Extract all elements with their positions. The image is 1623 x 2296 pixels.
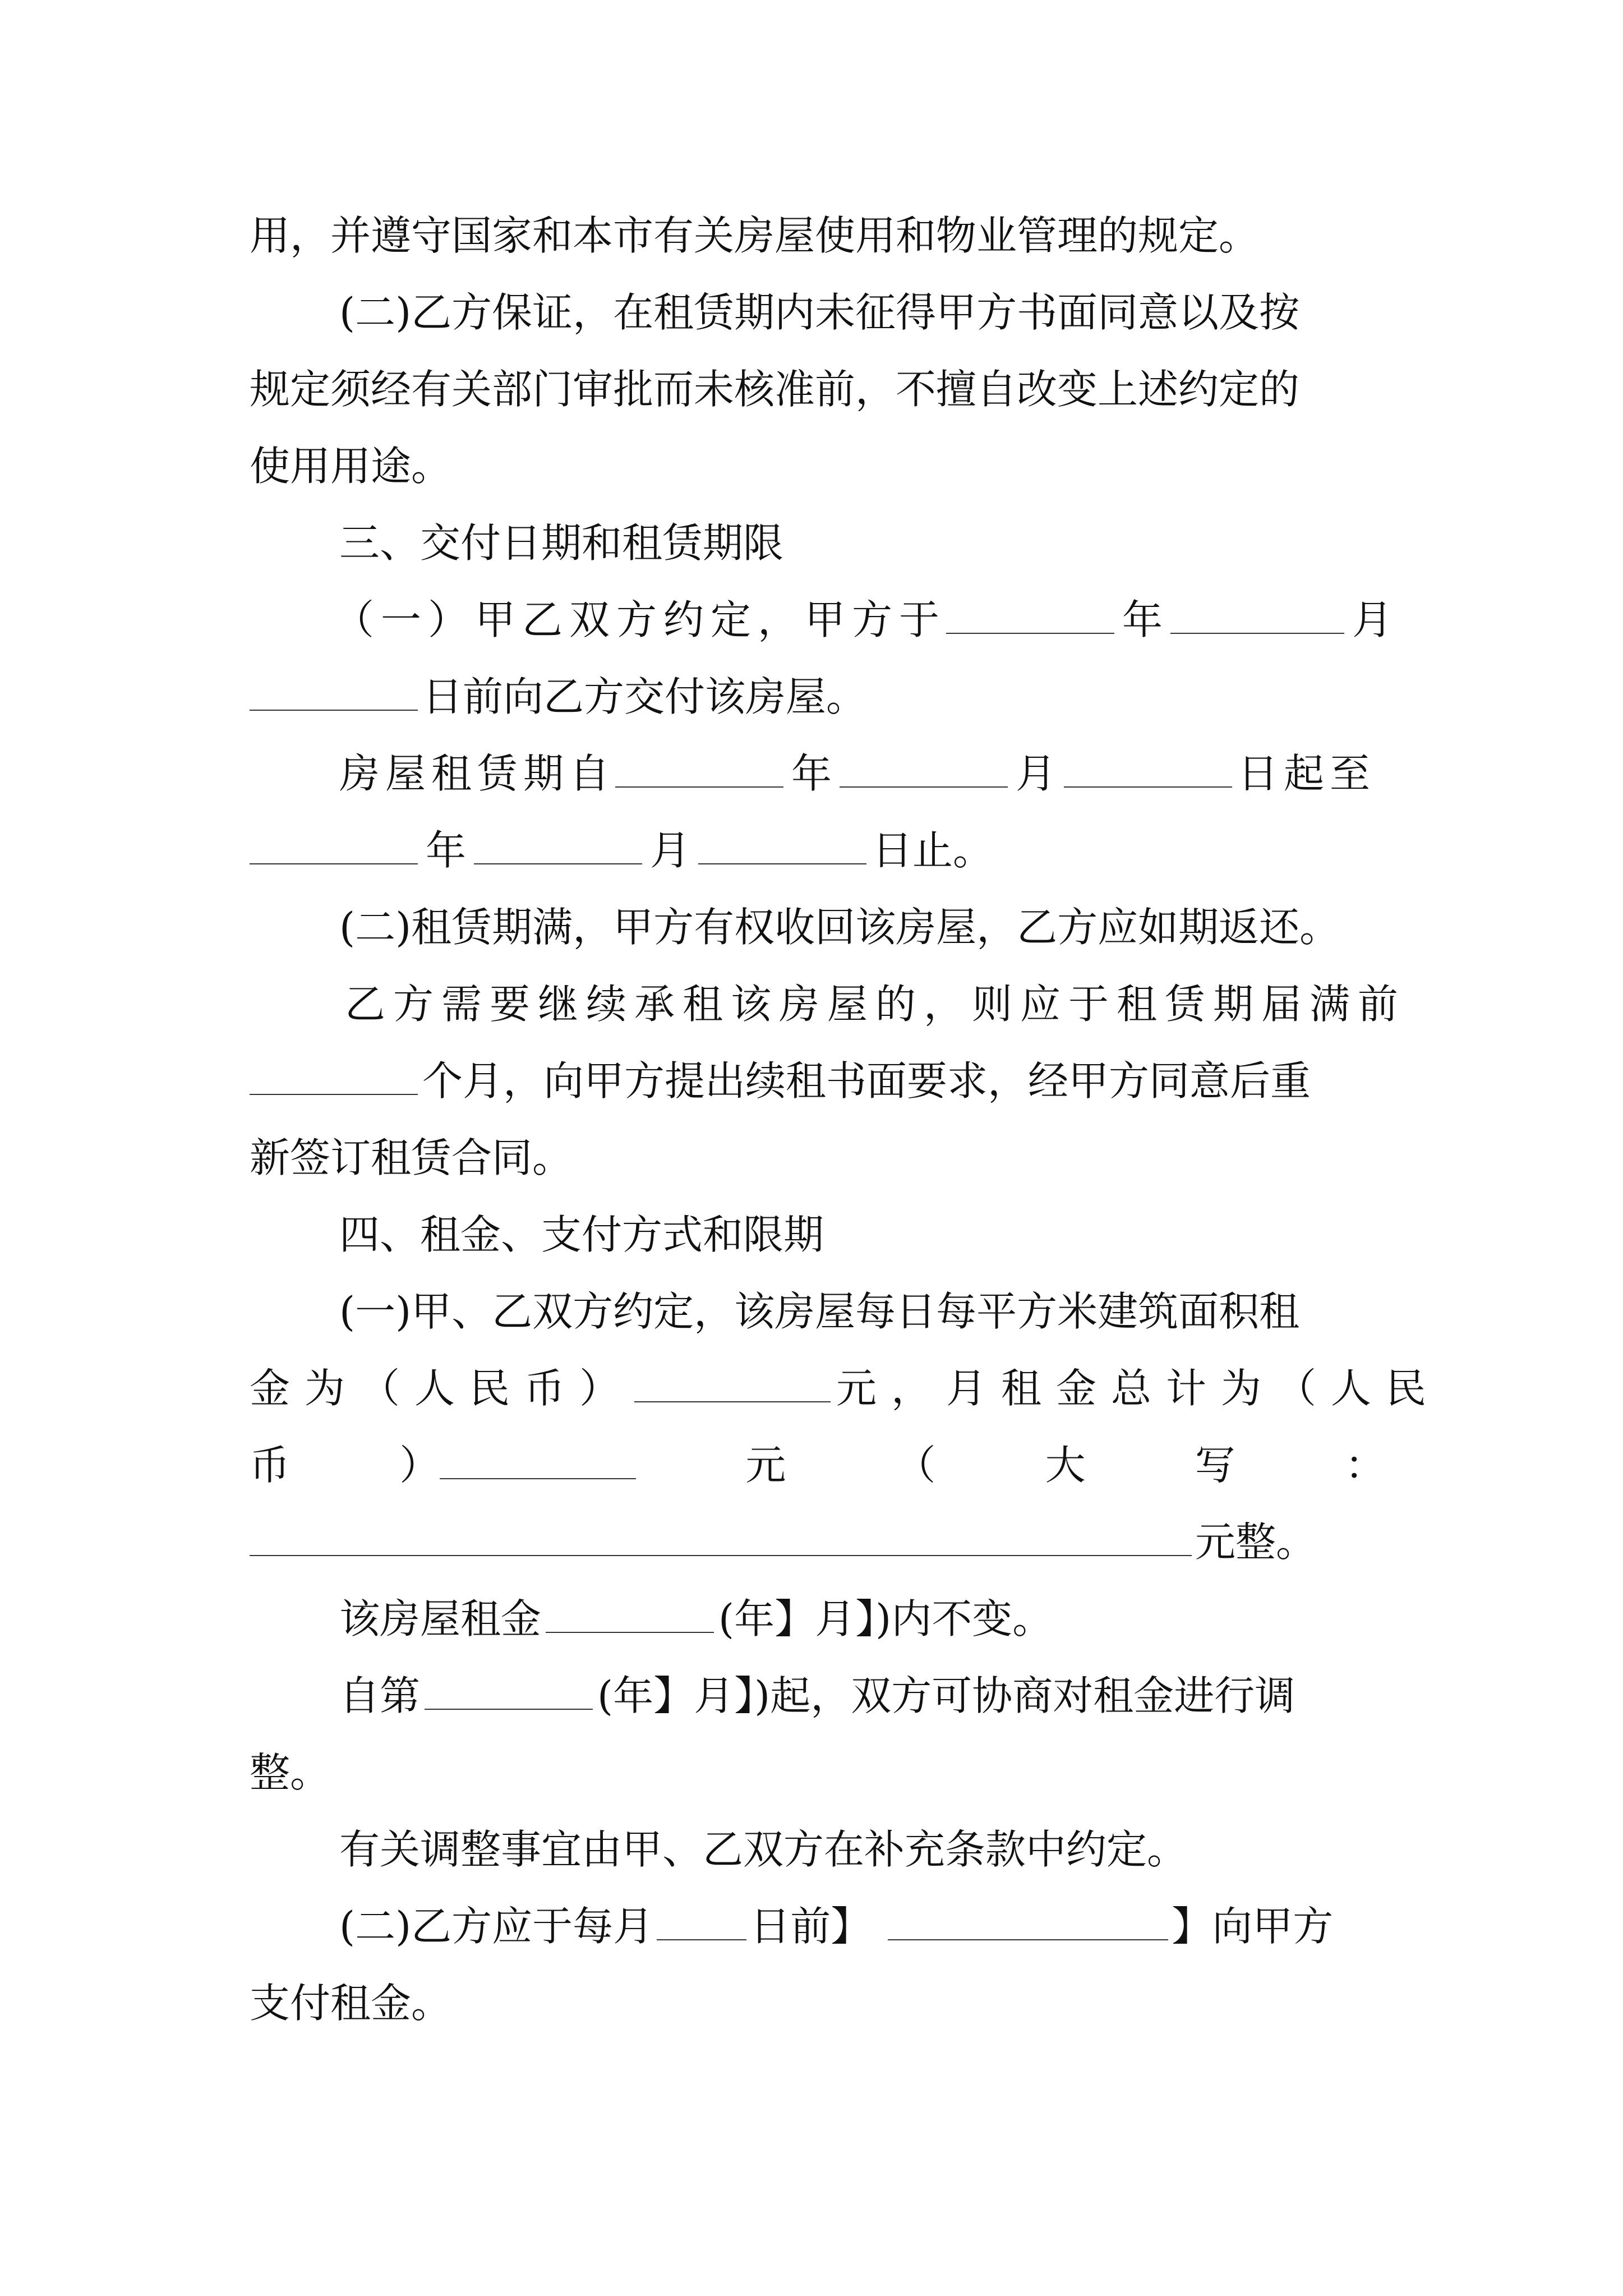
blank-field bbox=[888, 1904, 1168, 1940]
text-segment: (二)乙方应于每月 bbox=[339, 1903, 654, 1950]
text-line: (二)租赁期满，甲方有权收回该房屋，乙方应如期返还。 bbox=[339, 904, 1340, 951]
paragraph-line bbox=[250, 1514, 1385, 1570]
heading-text: 三、交付日期和租赁期限 bbox=[339, 519, 784, 567]
blank-field bbox=[840, 752, 1008, 788]
paragraph-line bbox=[250, 669, 1385, 725]
blank-field bbox=[698, 829, 866, 864]
paragraph-line bbox=[250, 438, 1385, 494]
paragraph-line bbox=[250, 1053, 1385, 1109]
paragraph-line bbox=[250, 1821, 1385, 1878]
blank-field bbox=[615, 752, 783, 788]
text-segment: 自第 bbox=[339, 1672, 421, 1719]
text-line: (二)乙方保证，在租赁期内未征得甲方书面同意以及按 bbox=[339, 289, 1300, 336]
paragraph-line bbox=[250, 208, 1385, 264]
blank-field bbox=[634, 1366, 831, 1402]
text-segment: 写 bbox=[1195, 1442, 1235, 1489]
text-segment: 年 bbox=[426, 827, 467, 874]
blank-field bbox=[425, 1674, 593, 1710]
blank-field bbox=[657, 1904, 746, 1940]
text-segment: 金为（人民币） bbox=[250, 1365, 635, 1412]
section-heading bbox=[250, 1207, 1475, 1263]
text-segment: 元整。 bbox=[1195, 1519, 1317, 1566]
blank-field bbox=[250, 1059, 418, 1095]
paragraph-line bbox=[250, 1898, 1385, 1954]
paragraph-line bbox=[250, 284, 1385, 341]
text-line: 有关调整事宜由甲、乙双方在补充条款中约定。 bbox=[339, 1826, 1188, 1873]
text-segment: ） bbox=[399, 1442, 440, 1489]
text-segment: 元，月租金总计为（人民 bbox=[836, 1365, 1441, 1412]
paragraph-line bbox=[250, 1437, 1385, 1493]
paragraph-line bbox=[250, 976, 1407, 1032]
text-segment: （ bbox=[895, 1442, 936, 1489]
paragraph-line bbox=[250, 1130, 1385, 1186]
heading-text: 四、租金、支付方式和限期 bbox=[339, 1211, 824, 1258]
blank-field bbox=[250, 1520, 1192, 1556]
text-segment: 该房屋租金 bbox=[339, 1595, 542, 1642]
text-segment: 年 bbox=[791, 750, 832, 797]
paragraph-line bbox=[250, 1668, 1385, 1724]
text-segment: 日起至 bbox=[1238, 750, 1376, 797]
blank-field bbox=[474, 829, 642, 864]
text-segment: 月 bbox=[1016, 750, 1057, 797]
text-line: 新签订租赁合同。 bbox=[250, 1134, 573, 1181]
text-line: 支付租金。 bbox=[250, 1980, 452, 2027]
paragraph-line bbox=[250, 361, 1385, 417]
paragraph-line bbox=[250, 592, 1393, 648]
blank-field bbox=[1064, 752, 1232, 788]
text-line: 规定须经有关部门审批而未核准前，不擅自改变上述约定的 bbox=[250, 366, 1300, 413]
text-segment: 币 bbox=[250, 1442, 291, 1489]
text-segment: ： bbox=[1344, 1442, 1385, 1489]
blank-field bbox=[946, 598, 1114, 634]
blank-field bbox=[250, 675, 418, 711]
text-segment: 日前】 bbox=[750, 1903, 872, 1950]
paragraph-line bbox=[250, 899, 1385, 955]
text-line: 使用用途。 bbox=[250, 443, 452, 490]
text-segment: 房屋租赁期自 bbox=[339, 750, 616, 797]
text-segment: 元 bbox=[745, 1442, 786, 1489]
blank-field bbox=[440, 1443, 636, 1479]
blank-field bbox=[546, 1597, 714, 1633]
paragraph-line bbox=[250, 1745, 1385, 1801]
text-segment: （一）甲乙双方约定，甲方于 bbox=[334, 596, 947, 643]
text-line: (一)甲、乙双方约定，该房屋每日每平方米建筑面积租 bbox=[339, 1288, 1300, 1335]
text-segment: 大 bbox=[1045, 1442, 1086, 1489]
paragraph-line bbox=[250, 746, 1385, 802]
text-segment: 年 bbox=[1122, 596, 1163, 643]
paragraph-line bbox=[250, 822, 1385, 878]
text-segment: 日前向乙方交付该房屋。 bbox=[422, 673, 867, 720]
text-line: 整。 bbox=[250, 1749, 331, 1796]
text-segment: (年】月】)起，双方可协商对租金进行调 bbox=[597, 1672, 1295, 1719]
text-segment: 月 bbox=[650, 827, 691, 874]
blank-field bbox=[1170, 598, 1344, 634]
paragraph-line bbox=[250, 1360, 1441, 1416]
text-line: 用，并遵守国家和本市有关房屋使用和物业管理的规定。 bbox=[250, 212, 1260, 259]
text-segment: 】向甲方 bbox=[1172, 1903, 1334, 1950]
paragraph-line bbox=[250, 1591, 1385, 1647]
text-segment: (年】月】)内不变。 bbox=[718, 1595, 1053, 1642]
blank-field bbox=[250, 829, 418, 864]
text-segment: 日止。 bbox=[872, 827, 994, 874]
paragraph-line bbox=[250, 1975, 1385, 2031]
paragraph-line bbox=[250, 1283, 1385, 1340]
text-segment: 个月，向甲方提出续租书面要求，经甲方同意后重 bbox=[422, 1057, 1311, 1105]
section-heading bbox=[250, 515, 1475, 571]
text-line: 乙方需要继续承租该房屋的，则应于租赁期届满前 bbox=[345, 981, 1407, 1028]
text-segment: 月 bbox=[1352, 596, 1393, 643]
